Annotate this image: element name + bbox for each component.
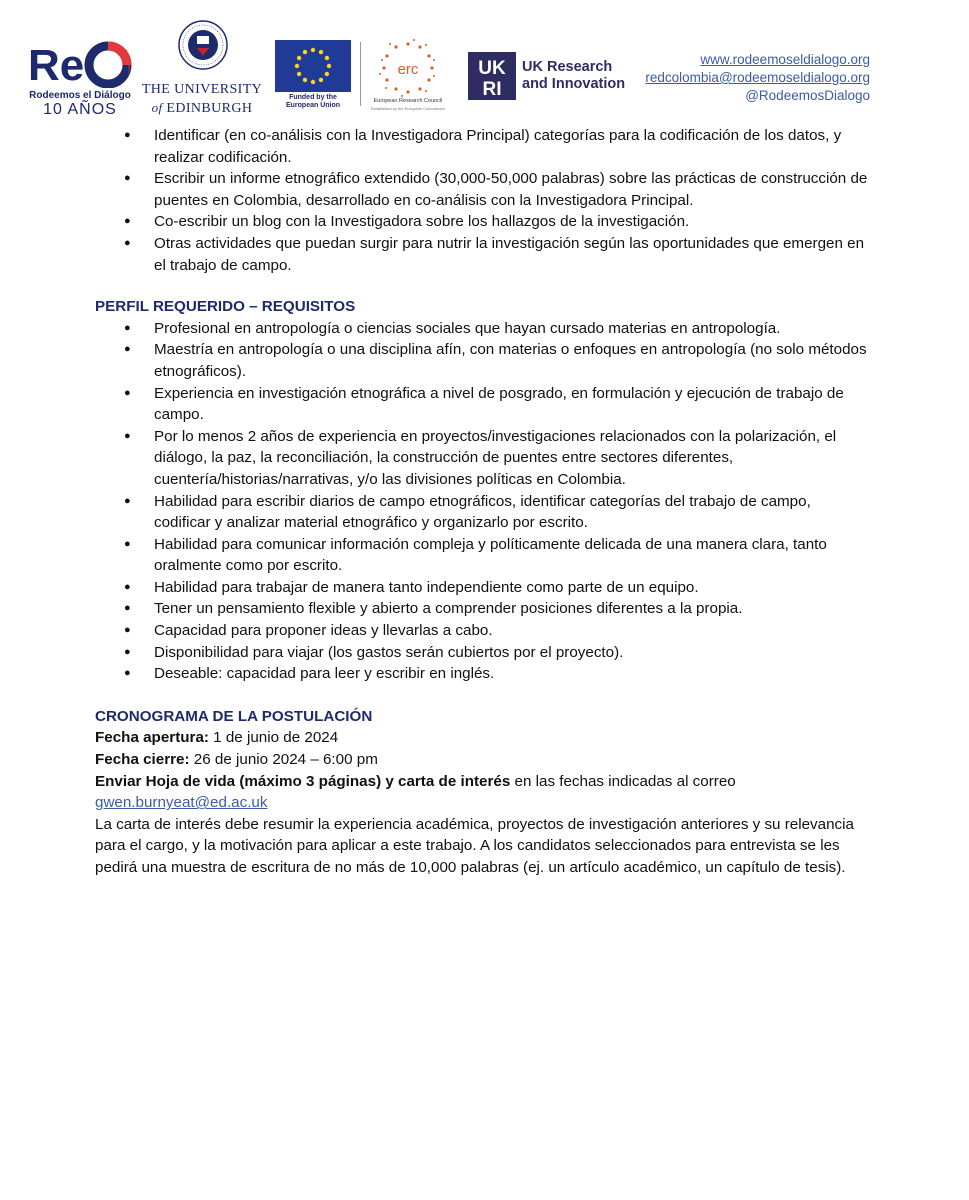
- red-logo-years: 10 AÑOS: [43, 101, 117, 118]
- profile-heading: PERFIL REQUERIDO – REQUISITOS: [95, 298, 356, 316]
- contact-email-link[interactable]: redcolombia@rodeemoseldialogo.org: [645, 70, 870, 85]
- edinburgh-line2: of EDINBURGH: [151, 100, 253, 116]
- erc-name: European Research Council: [373, 98, 443, 104]
- document-body: [95, 125, 870, 879]
- list-item: ● Por lo menos 2 años de experiencia en proyectos/investigaciones relacionados con la polarización, el diálogo, la paz, la reconciliación, la construcción de puentes entre sectores diferentes, cuentería/historias/narrativas, y/o las divisiones políticas en Colombia.: [95, 426, 870, 491]
- eu-flag-icon: [275, 40, 351, 92]
- list-item: ● Maestría en antropología o una disciplina afín, con materias o enfoques en antropología (no solo métodos etnográficos).: [95, 339, 870, 382]
- erc-logo: [368, 38, 448, 113]
- list-item: ● Experiencia en investigación etnográfica a nivel de posgrado, en formulación y ejecución de trabajo de campo.: [95, 383, 870, 426]
- list-item: ● Disponibilidad para viajar (los gastos serán cubiertos por el proyecto).: [95, 642, 870, 664]
- list-item: ● Habilidad para escribir diarios de campo etnográficos, identificar categorías del trabajo de campo, codificar y analizar material etnográfico y organizarlo por escrito.: [95, 491, 870, 534]
- rodeemos-el-dialogo-logo: [28, 38, 136, 116]
- erc-established: Established by the European Commission: [370, 106, 446, 111]
- website-link[interactable]: www.rodeemoseldialogo.org: [700, 52, 870, 67]
- list-item: ● Capacidad para proponer ideas y llevarlas a cabo.: [95, 620, 870, 642]
- submission-email-link[interactable]: gwen.burnyeat@ed.ac.uk: [95, 794, 268, 812]
- spacer: [95, 276, 870, 296]
- ukri-mark-icon: [468, 52, 516, 100]
- list-item: ● Identificar (en co-análisis con la Investigadora Principal) categorías para la codificación de los datos, y realizar codificación.: [95, 125, 870, 168]
- list-item: ● Deseable: capacidad para leer y escribir en inglés.: [95, 663, 870, 685]
- list-item: ● Escribir un informe etnográfico extendido (30,000-50,000 palabras) sobre las prácticas de construcción de puentes en Colombia, desarrollado en co-análisis con la Investigadora Principal.: [95, 168, 870, 211]
- svg-text:UK: UK: [478, 58, 506, 79]
- list-item: ● Habilidad para trabajar de manera tanto independiente como parte de un equipo.: [95, 577, 870, 599]
- svg-text:Re: Re: [28, 41, 85, 88]
- submission-email-line: [95, 792, 870, 814]
- edinburgh-line1: THE UNIVERSITY: [141, 82, 263, 97]
- page-header: [0, 0, 969, 125]
- spacer: [95, 685, 870, 706]
- red-logo-subtitle: Rodeemos el Diálogo: [29, 90, 131, 101]
- svg-text:RI: RI: [482, 79, 502, 100]
- eu-caption: Funded by the European Union: [285, 94, 341, 109]
- ukri-name: UK Research and Innovation: [522, 59, 626, 92]
- erc-burst-icon: [378, 38, 438, 98]
- social-handle: @RodeemosDialogo: [745, 88, 870, 103]
- list-item: ● Tener un pensamiento flexible y abierto a comprender posiciones diferentes a la propia.: [95, 598, 870, 620]
- list-item: ● Otras actividades que puedan surgir para nutrir la investigación según las oportunidades que emergen en el trabajo de campo.: [95, 233, 870, 276]
- contact-info: [600, 51, 870, 105]
- list-item: ● Co-escribir un blog con la Investigadora sobre los hallazgos de la investigación.: [95, 211, 870, 233]
- letter-note: La carta de interés debe resumir la experiencia académica, proyectos de investigación anteriores y su relevancia para el cargo, y la motivación para aplicar a este trabajo. A los candidatos seleccionados para entrevista se les pedirá una muestra de escritura de no más de 10,000 palabras (ej. un artículo académico, un capítulo de tesis).: [95, 815, 854, 876]
- submission-instructions: Enviar Hoja de vida (máximo 3 páginas) y carta de interés en las fechas indicadas al correo: [95, 772, 736, 790]
- logo-divider: [360, 42, 361, 106]
- application-schedule: [95, 706, 870, 879]
- university-of-edinburgh-logo: [138, 20, 266, 116]
- activities-list: [95, 125, 870, 276]
- eu-funding-logo: [273, 40, 353, 112]
- opening-date: Fecha apertura: 1 de junio de 2024: [95, 729, 339, 747]
- closing-date: Fecha cierre: 26 de junio 2024 – 6:00 pm: [95, 751, 378, 769]
- red-wordmark-icon: [28, 38, 136, 88]
- list-item: ● Habilidad para comunicar información compleja y políticamente delicada de una manera clara, tanto oralmente como por escrito.: [95, 534, 870, 577]
- requirements-list: [95, 318, 870, 685]
- schedule-heading: CRONOGRAMA DE LA POSTULACIÓN: [95, 707, 373, 725]
- list-item: ● Profesional en antropología o ciencias sociales que hayan cursado materias en antropología.: [95, 318, 870, 340]
- svg-text:erc: erc: [397, 61, 419, 78]
- edinburgh-seal-icon: [178, 20, 228, 70]
